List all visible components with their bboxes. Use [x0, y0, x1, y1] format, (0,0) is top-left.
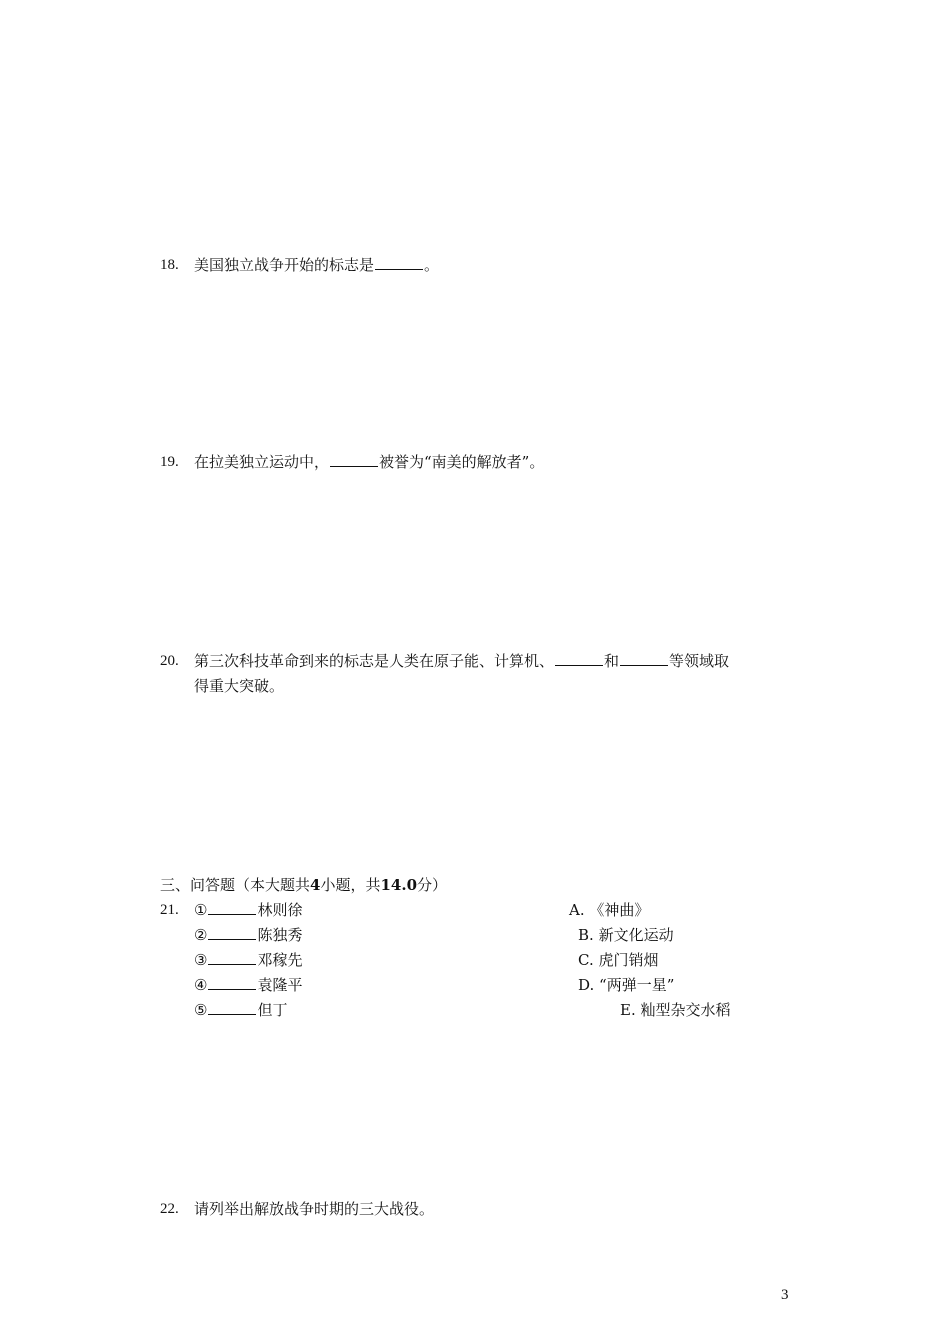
question-19-text: [194, 452, 544, 472]
match-left-blank[interactable]: [208, 1000, 256, 1015]
question-19-blank[interactable]: [330, 452, 378, 467]
match-left-marker: ⑤: [194, 1001, 208, 1019]
match-right-text: 虎门销烟: [598, 951, 659, 969]
page-number: 3: [781, 1287, 789, 1303]
match-left-blank[interactable]: [208, 950, 256, 965]
match-left-marker: ①: [194, 901, 208, 919]
match-right-item: [620, 1000, 731, 1020]
question-20-blank-1[interactable]: [555, 651, 603, 666]
match-right-letter: B.: [578, 926, 594, 944]
section-3-count: 4: [310, 876, 321, 894]
match-right-letter: A.: [569, 901, 585, 919]
match-left-item: [194, 950, 302, 970]
question-19-prompt: 在拉美独立运动中，: [194, 453, 330, 471]
match-left-item: [194, 975, 302, 995]
question-19-end: 被誉为“南美的解放者”。: [379, 453, 545, 471]
match-left-blank[interactable]: [208, 900, 256, 915]
match-left-name: 袁隆平: [257, 976, 303, 994]
question-20-end: 等领域取: [669, 652, 730, 670]
question-20-blank-2[interactable]: [620, 651, 668, 666]
match-left-item: [194, 900, 302, 920]
question-19-number: 19.: [160, 454, 179, 470]
section-3-heading: [160, 875, 447, 895]
match-left-marker: ③: [194, 951, 208, 969]
question-20-number: 20.: [160, 653, 179, 669]
match-left-marker: ④: [194, 976, 208, 994]
section-3-prefix: 三、问答题（本大题共: [160, 876, 311, 894]
match-right-text: 籼型杂交水稻: [640, 1001, 731, 1019]
match-right-item: [578, 950, 659, 970]
match-right-item: [578, 925, 674, 945]
question-20-conjunction: 和: [604, 652, 620, 670]
section-3-score: 14.0: [380, 876, 418, 894]
match-right-text: “两弹一星”: [599, 976, 675, 994]
match-left-name: 林则徐: [257, 901, 303, 919]
match-left-item: [194, 1000, 287, 1020]
match-right-letter: E.: [620, 1001, 636, 1019]
question-18-prompt: 美国独立战争开始的标志是: [194, 256, 375, 274]
match-right-text: 新文化运动: [598, 926, 674, 944]
match-left-marker: ②: [194, 926, 208, 944]
question-20-continuation: 得重大突破。: [194, 677, 285, 695]
match-right-item: [578, 975, 674, 995]
match-left-blank[interactable]: [208, 975, 256, 990]
question-20-prompt: 第三次科技革命到来的标志是人类在原子能、计算机、: [194, 652, 555, 670]
section-3-suffix: 分）: [417, 876, 448, 894]
question-18-number: 18.: [160, 257, 179, 273]
question-21-number: 21.: [160, 902, 179, 918]
question-20-text: [194, 651, 729, 671]
question-18-end: 。: [424, 256, 440, 274]
question-22-text: 请列举出解放战争时期的三大战役。: [194, 1200, 435, 1218]
question-22-number: 22.: [160, 1201, 179, 1217]
match-right-letter: D.: [578, 976, 595, 994]
match-right-letter: C.: [578, 951, 594, 969]
match-left-name: 邓稼先: [257, 951, 303, 969]
section-3-middle: 小题，共: [320, 876, 381, 894]
question-18-blank[interactable]: [375, 255, 423, 270]
match-left-blank[interactable]: [208, 925, 256, 940]
match-left-name: 但丁: [257, 1001, 288, 1019]
match-right-item: [569, 900, 649, 920]
match-left-item: [194, 925, 302, 945]
question-18-text: [194, 255, 439, 275]
match-left-name: 陈独秀: [257, 926, 303, 944]
match-right-text: 《神曲》: [589, 901, 650, 919]
